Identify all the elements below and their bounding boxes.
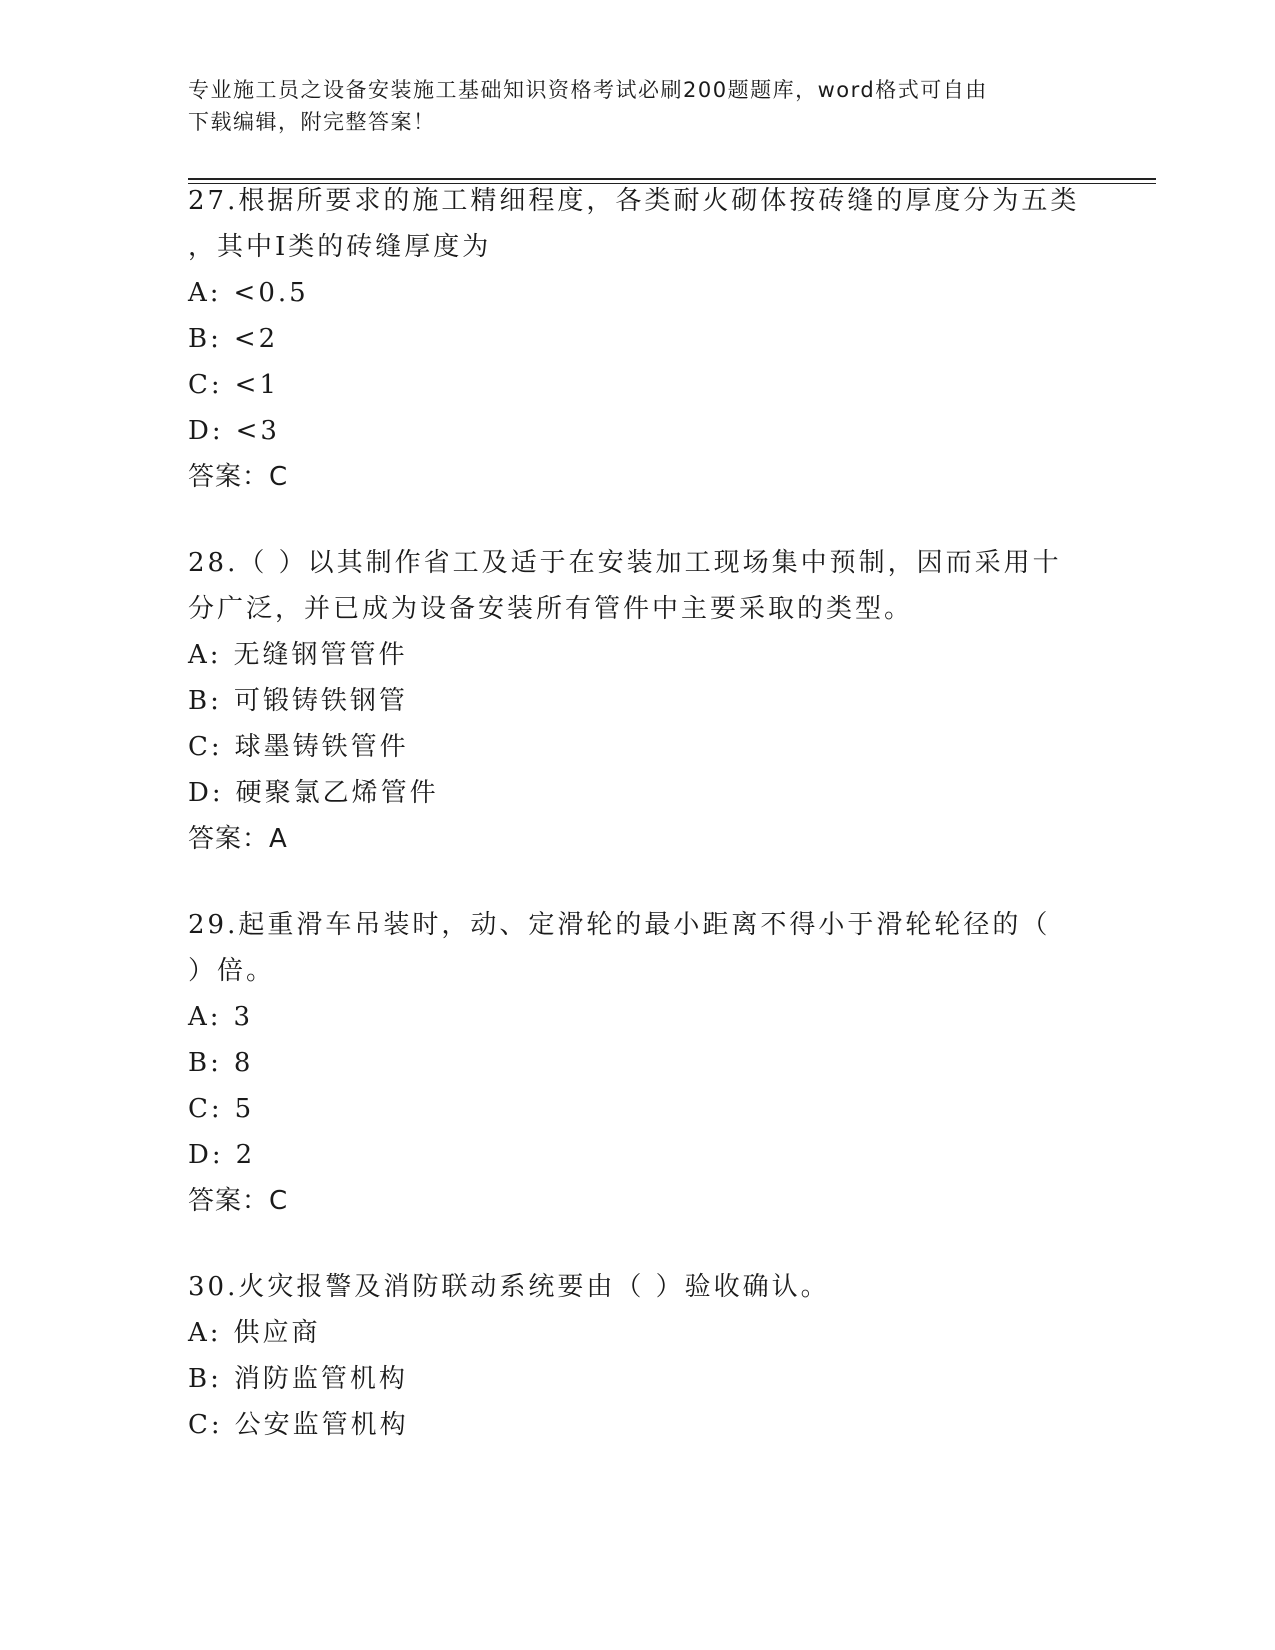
option-c bbox=[188, 1086, 1088, 1132]
option-a bbox=[188, 632, 1088, 678]
option-text: 3 bbox=[233, 1002, 254, 1032]
header-line-1: 专业施工员之设备安装施工基础知识资格考试必刷200题题库，word格式可自由 bbox=[188, 78, 988, 102]
option-d bbox=[188, 408, 1088, 454]
answer: 答案：C bbox=[188, 1186, 289, 1216]
question-stem-line-1: 29.起重滑车吊装时，动、定滑轮的最小距离不得小于滑轮轮径的（ bbox=[188, 910, 1051, 940]
option-key: B: bbox=[188, 1364, 222, 1394]
option-d bbox=[188, 770, 1088, 816]
option-key: A: bbox=[188, 278, 222, 308]
option-b bbox=[188, 1356, 1088, 1402]
option-key: C: bbox=[188, 1094, 223, 1124]
option-key: A: bbox=[188, 640, 222, 670]
option-text: <2 bbox=[233, 324, 279, 354]
question-28 bbox=[188, 540, 1088, 862]
option-text: 5 bbox=[234, 1094, 255, 1124]
option-c bbox=[188, 724, 1088, 770]
question-stem-line-2: ，其中Ⅰ类的砖缝厚度为 bbox=[188, 232, 492, 262]
option-key: B: bbox=[188, 324, 222, 354]
option-key: D: bbox=[188, 778, 224, 808]
option-b bbox=[188, 316, 1088, 362]
option-text: 可锻铸铁钢管 bbox=[233, 686, 408, 716]
option-text: 2 bbox=[235, 1140, 256, 1170]
option-key: C: bbox=[188, 1410, 223, 1440]
question-stem-line-1: 30.火灾报警及消防联动系统要由（ ）验收确认。 bbox=[188, 1272, 830, 1302]
question-29 bbox=[188, 902, 1088, 1224]
option-key: D: bbox=[188, 416, 224, 446]
answer: 答案：C bbox=[188, 462, 289, 492]
question-stem-line-1: 28.（ ）以其制作省工及适于在安装加工现场集中预制，因而采用十 bbox=[188, 548, 1062, 578]
option-b bbox=[188, 1040, 1088, 1086]
question-30 bbox=[188, 1264, 1088, 1448]
option-a bbox=[188, 994, 1088, 1040]
question-27 bbox=[188, 178, 1088, 500]
question-stem-line-2: 分广泛，并已成为设备安装所有管件中主要采取的类型。 bbox=[188, 594, 914, 624]
option-b bbox=[188, 678, 1088, 724]
option-key: B: bbox=[188, 1048, 222, 1078]
option-text: 公安监管机构 bbox=[234, 1410, 409, 1440]
header-line-2: 下载编辑，附完整答案！ bbox=[188, 110, 436, 134]
option-text: 供应商 bbox=[233, 1318, 321, 1348]
option-text: 硬聚氯乙烯管件 bbox=[235, 778, 439, 808]
question-stem-line-2: ）倍。 bbox=[188, 956, 276, 986]
option-text: 球墨铸铁管件 bbox=[234, 732, 409, 762]
option-key: C: bbox=[188, 732, 223, 762]
option-key: A: bbox=[188, 1002, 222, 1032]
option-d bbox=[188, 1132, 1088, 1178]
option-a bbox=[188, 270, 1088, 316]
option-key: B: bbox=[188, 686, 222, 716]
option-text: <1 bbox=[234, 370, 279, 400]
option-key: C: bbox=[188, 370, 223, 400]
option-text: 8 bbox=[233, 1048, 254, 1078]
option-key: D: bbox=[188, 1140, 224, 1170]
question-stem-line-1: 27.根据所要求的施工精细程度，各类耐火砌体按砖缝的厚度分为五类 bbox=[188, 186, 1080, 216]
document-header bbox=[188, 74, 1088, 138]
option-c bbox=[188, 362, 1088, 408]
option-text: 无缝钢管管件 bbox=[233, 640, 408, 670]
option-key: A: bbox=[188, 1318, 222, 1348]
option-text: 消防监管机构 bbox=[233, 1364, 408, 1394]
option-a bbox=[188, 1310, 1088, 1356]
option-c bbox=[188, 1402, 1088, 1448]
option-text: <0.5 bbox=[233, 278, 309, 308]
option-text: <3 bbox=[235, 416, 280, 446]
answer: 答案：A bbox=[188, 824, 288, 854]
